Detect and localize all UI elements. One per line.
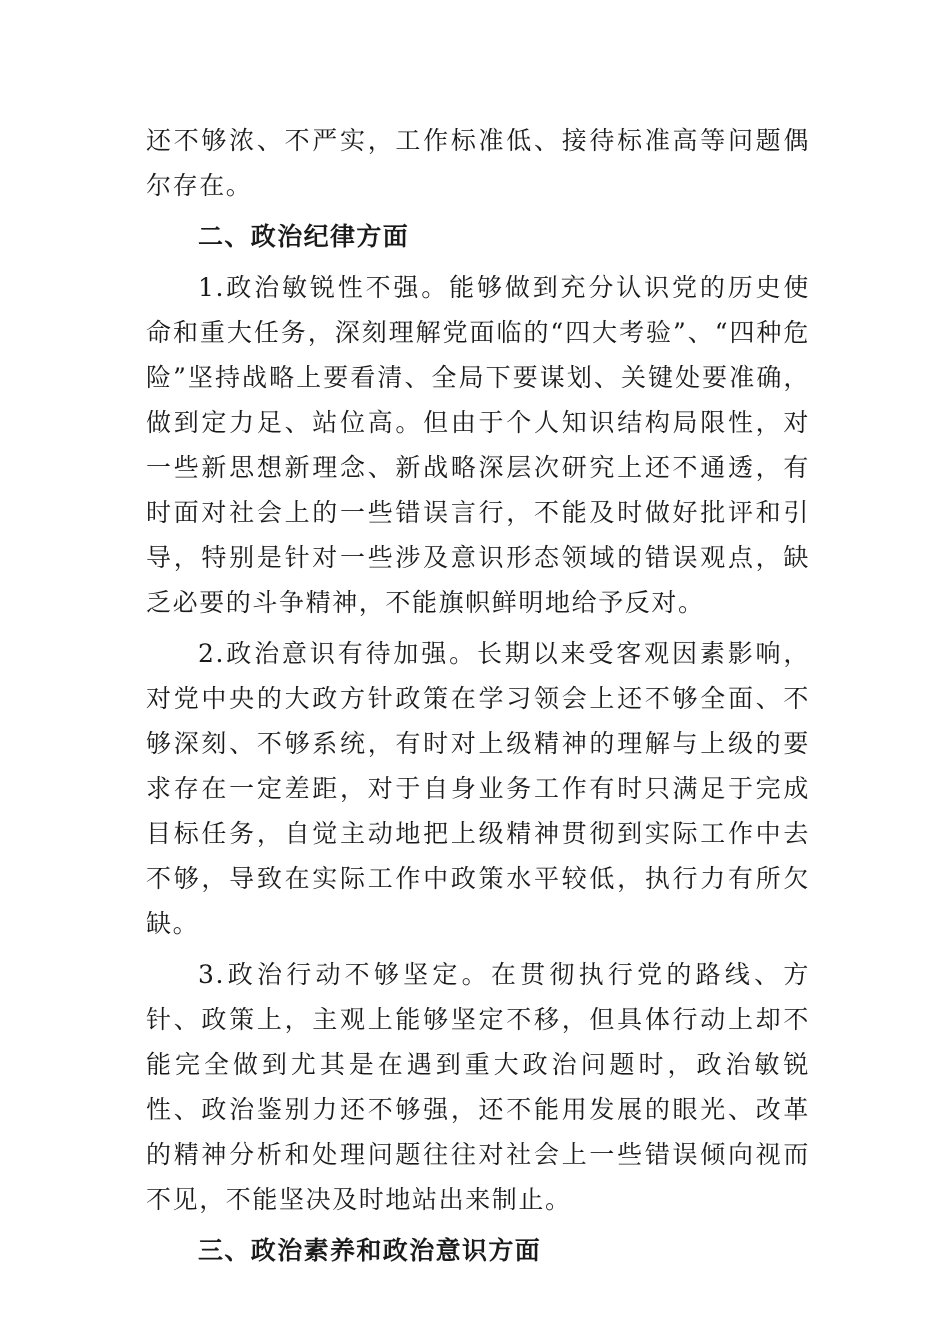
- section-heading-political-literacy: 三、政治素养和政治意识方面: [198, 1236, 542, 1265]
- paragraph-continuation: 还不够浓、不严实，工作标准低、接待标准高等问题偶尔存在。: [146, 126, 810, 200]
- document-body: [146, 118, 810, 1273]
- paragraph-item-1: 1.政治敏锐性不强。能够做到充分认识党的历史使命和重大任务，深刻理解党面临的“四大考验”、“四种危险”坚持战略上要看清、全局下要谋划、关键处要准确，做到定力足、站位高。但由于个人知识结构局限性，对一些新思想新理念、新战略深层次研究上还不通透，有时面对社会上的一些错误言行，不能及时做好批评和引导，特别是针对一些涉及意识形态领域的错误观点，缺乏必要的斗争精神，不能旗帜鲜明地给予反对。: [146, 273, 810, 617]
- paragraph-item-2: 2.政治意识有待加强。长期以来受客观因素影响，对党中央的大政方针政策在学习领会上还不够全面、不够深刻、不够系统，有时对上级精神的理解与上级的要求存在一定差距，对于自身业务工作有时只满足于完成目标任务，自觉主动地把上级精神贯彻到实际工作中去不够，导致在实际工作中政策水平较低，执行力有所欠缺。: [146, 639, 810, 938]
- section-heading-political-discipline: 二、政治纪律方面: [198, 222, 410, 251]
- paragraph-item-3: 3.政治行动不够坚定。在贯彻执行党的路线、方针、政策上，主观上能够坚定不移，但具体行动上却不能完全做到尤其是在遇到重大政治问题时，政治敏锐性、政治鉴别力还不够强，还不能用发展的眼光、改革的精神分析和处理问题往往对社会上一些错误倾向视而不见，不能坚决及时地站出来制止。: [146, 960, 810, 1214]
